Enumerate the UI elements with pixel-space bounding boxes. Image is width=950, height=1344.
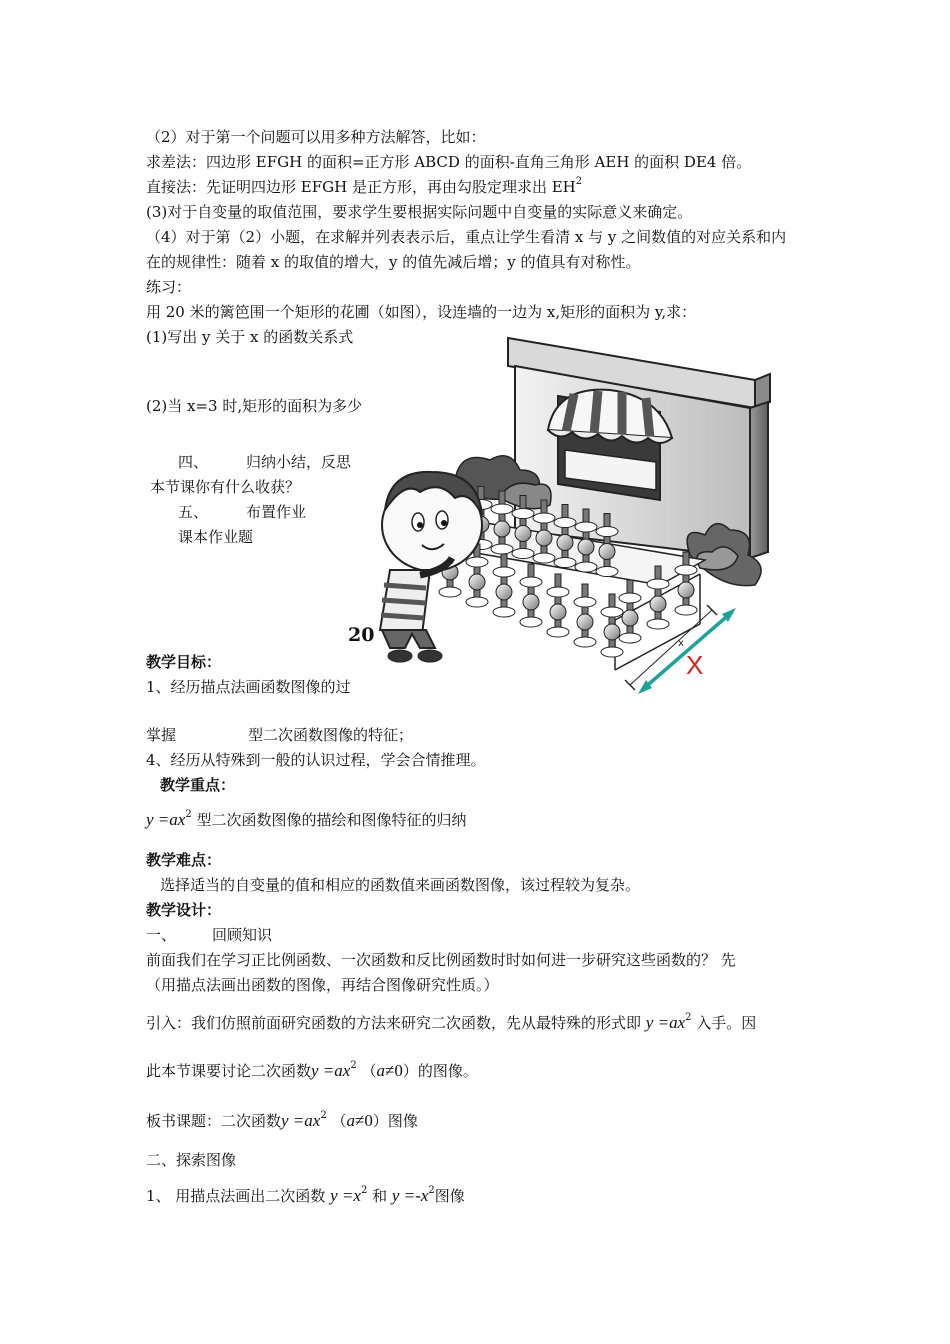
fence-ball (469, 574, 485, 590)
fence-ring (575, 562, 597, 572)
teaching-goals-heading: 教学目标： (146, 653, 222, 671)
section-5-title: 布置作业 (246, 503, 307, 521)
math-y-eq: y = (146, 810, 170, 829)
fence-ball (523, 594, 539, 610)
intro-line (146, 1012, 808, 1034)
fence-ring (466, 597, 488, 607)
fence-ring (596, 527, 618, 537)
math-y-eq-neg: y =- (391, 1186, 421, 1205)
paren-open: （ (331, 1112, 347, 1130)
summary-question: 本节课你有什么收获？ (150, 478, 301, 496)
fence-ring (533, 553, 555, 563)
direct-method-text: 直接法：先证明四边形 EFGH 是正方形，再由勾股定理求出 EH (146, 178, 576, 196)
fence-ring (647, 619, 669, 629)
section-5-number: 五、 (178, 503, 209, 521)
fence-ball (622, 610, 638, 626)
goal-master-prefix: 掌握 (146, 726, 177, 744)
fence-ring (647, 579, 669, 589)
math-x: x (353, 1186, 361, 1205)
fence-ring (466, 557, 488, 567)
x-dimension-label: X (686, 650, 704, 680)
goal-master-text: 型二次函数图像的特征； (248, 726, 414, 744)
paren-open: （ (361, 1062, 377, 1080)
fence-ball (578, 539, 594, 555)
fence-ring (575, 522, 597, 532)
board-title-line (146, 1110, 418, 1132)
fence-ball (496, 584, 512, 600)
section-2-title: 二、探索图像 (146, 1151, 237, 1169)
math-ax: ax (169, 810, 186, 829)
section-4-number: 四、 (178, 453, 209, 471)
fence-ring (574, 637, 596, 647)
exercise-problem: 用 20 米的篱笆围一个矩形的花圃（如图），设连墙的一边为 x,矩形的面积为 y,求： (146, 303, 697, 321)
difficulty-heading: 教学难点： (146, 851, 222, 869)
math-y-eq: y = (645, 1013, 670, 1032)
superscript-2: 2 (575, 176, 583, 187)
fence-ring (533, 513, 555, 523)
math-square: 2 (685, 1012, 692, 1023)
para-table-relation: （4）对于第（2）小题，在求解并列表表示后，重点让学生看清 x 与 y 之间数值的对应关系和内 (146, 228, 787, 246)
fence-ball (515, 526, 531, 542)
fence-ring (512, 549, 534, 559)
key-points-heading: 教学重点： (160, 776, 236, 794)
math-y-eq: y = (330, 1186, 354, 1205)
math-y-eq: y = (311, 1061, 335, 1080)
plot-task-end: 图像 (434, 1187, 465, 1205)
math-ax: ax (304, 1111, 321, 1130)
fence-ball (536, 530, 552, 546)
garden-fence-illustration (360, 330, 820, 702)
design-heading: 教学设计： (146, 901, 222, 919)
fence-ring (554, 518, 576, 528)
fence-ring (554, 558, 576, 568)
fence-ball (604, 624, 620, 640)
fence-ring (491, 544, 513, 554)
plot-task-line (146, 1185, 465, 1207)
math-ne0: ≠0 (355, 1111, 373, 1130)
key-points-line (146, 810, 467, 830)
fence-ring (493, 607, 515, 617)
fence-ring (601, 607, 623, 617)
fence-ring (547, 627, 569, 637)
topic-text: 此本节课要讨论二次函数 (146, 1062, 312, 1080)
plot-task-and: 和 (372, 1187, 388, 1205)
board-title-end: ）图像 (372, 1112, 418, 1130)
homework-text: 课本作业题 (178, 528, 254, 546)
para-difference-method: 求差法：四边形 EFGH 的面积=正方形 ABCD 的面积-直角三角形 AEH 的面积 DE4 倍。 (146, 153, 752, 171)
math-y-eq: y = (281, 1111, 305, 1130)
para-regularity: 在的规律性：随着 x 的取值的增大，y 的值先减后增；y 的值具有对称性。 (146, 253, 641, 271)
plot-task-text: 1、 用描点法画出二次函数 (146, 1187, 326, 1205)
intro-text-end: 入手。因 (696, 1014, 757, 1032)
math-ax: ax (334, 1061, 351, 1080)
review-answer: （用描点法画出函数的图像，再结合图像研究性质。） (146, 976, 499, 994)
math-a: a (376, 1061, 386, 1080)
fence-ring (574, 597, 596, 607)
fence-ring (547, 587, 569, 597)
section-1-title: 回顾知识 (212, 926, 273, 944)
fence-ring (493, 567, 515, 577)
key-points-text: 型二次函数图像的描绘和图像特征的归纳 (196, 811, 467, 829)
difficulty-text: 选择适当的自变量的值和相应的函数值来画函数图像，该过程较为复杂。 (160, 876, 641, 894)
goal-1: 1、经历描点法画函数图像的过 (146, 678, 351, 696)
small-x-label: x (678, 638, 684, 649)
math-square: 2 (350, 1060, 357, 1071)
exercise-heading: 练习： (146, 278, 192, 296)
fence-ball (599, 544, 615, 560)
dimension-arrow (625, 605, 736, 694)
fence-ring (596, 567, 618, 577)
math-square: 2 (320, 1110, 327, 1121)
fence-ball (550, 604, 566, 620)
math-a: a (346, 1111, 356, 1130)
fence-ring (520, 617, 542, 627)
para-method-intro: （2）对于第一个问题可以用多种方法解答，比如： (146, 128, 486, 146)
math-ne0: ≠0 (385, 1061, 403, 1080)
math-square: 2 (360, 1185, 368, 1196)
math-square: 2 (428, 1185, 435, 1196)
fence-ring (619, 593, 641, 603)
board-title-text: 板书课题：二次函数 (146, 1112, 282, 1130)
review-question: 前面我们在学习正比例函数、一次函数和反比例函数时时如何进一步研究这些函数的？ 先 (146, 951, 736, 969)
fence-ball (577, 614, 593, 630)
lesson-title-fragment: 20 (348, 624, 375, 646)
fence-ball (678, 582, 694, 598)
fence-ring (512, 509, 534, 519)
exercise-q2: (2)当 x=3 时,矩形的面积为多少 (146, 397, 363, 415)
fence-ring (675, 605, 697, 615)
fence-ball (494, 521, 510, 537)
para-domain: (3)对于自变量的取值范围，要求学生要根据实际问题中自变量的实际意义来确定。 (146, 203, 693, 221)
section-4-title: 归纳小结，反思 (246, 453, 352, 471)
goal-4: 4、经历从特殊到一般的认识过程，学会合情推理。 (146, 751, 486, 769)
fence-ball (557, 535, 573, 551)
fence-ring (520, 577, 542, 587)
intro-text: 引入：我们仿照前面研究函数的方法来研究二次函数，先从最特殊的形式即 (146, 1014, 642, 1032)
fence-ring (601, 647, 623, 657)
topic-line (146, 1060, 478, 1082)
exercise-q1: (1)写出 y 关于 x 的函数关系式 (146, 328, 354, 346)
para-direct-method (146, 177, 582, 197)
fence-ring (675, 565, 697, 575)
fence-ring (491, 504, 513, 514)
math-x: x (420, 1186, 429, 1205)
fence-ring (619, 633, 641, 643)
boy-figure (380, 472, 482, 662)
section-1-number: 一、 (146, 926, 177, 944)
math-ax: ax (669, 1013, 686, 1032)
fence-ball (650, 596, 666, 612)
topic-text-end: ）的图像。 (402, 1062, 478, 1080)
math-square: 2 (185, 809, 192, 820)
fence-ring (439, 587, 461, 597)
